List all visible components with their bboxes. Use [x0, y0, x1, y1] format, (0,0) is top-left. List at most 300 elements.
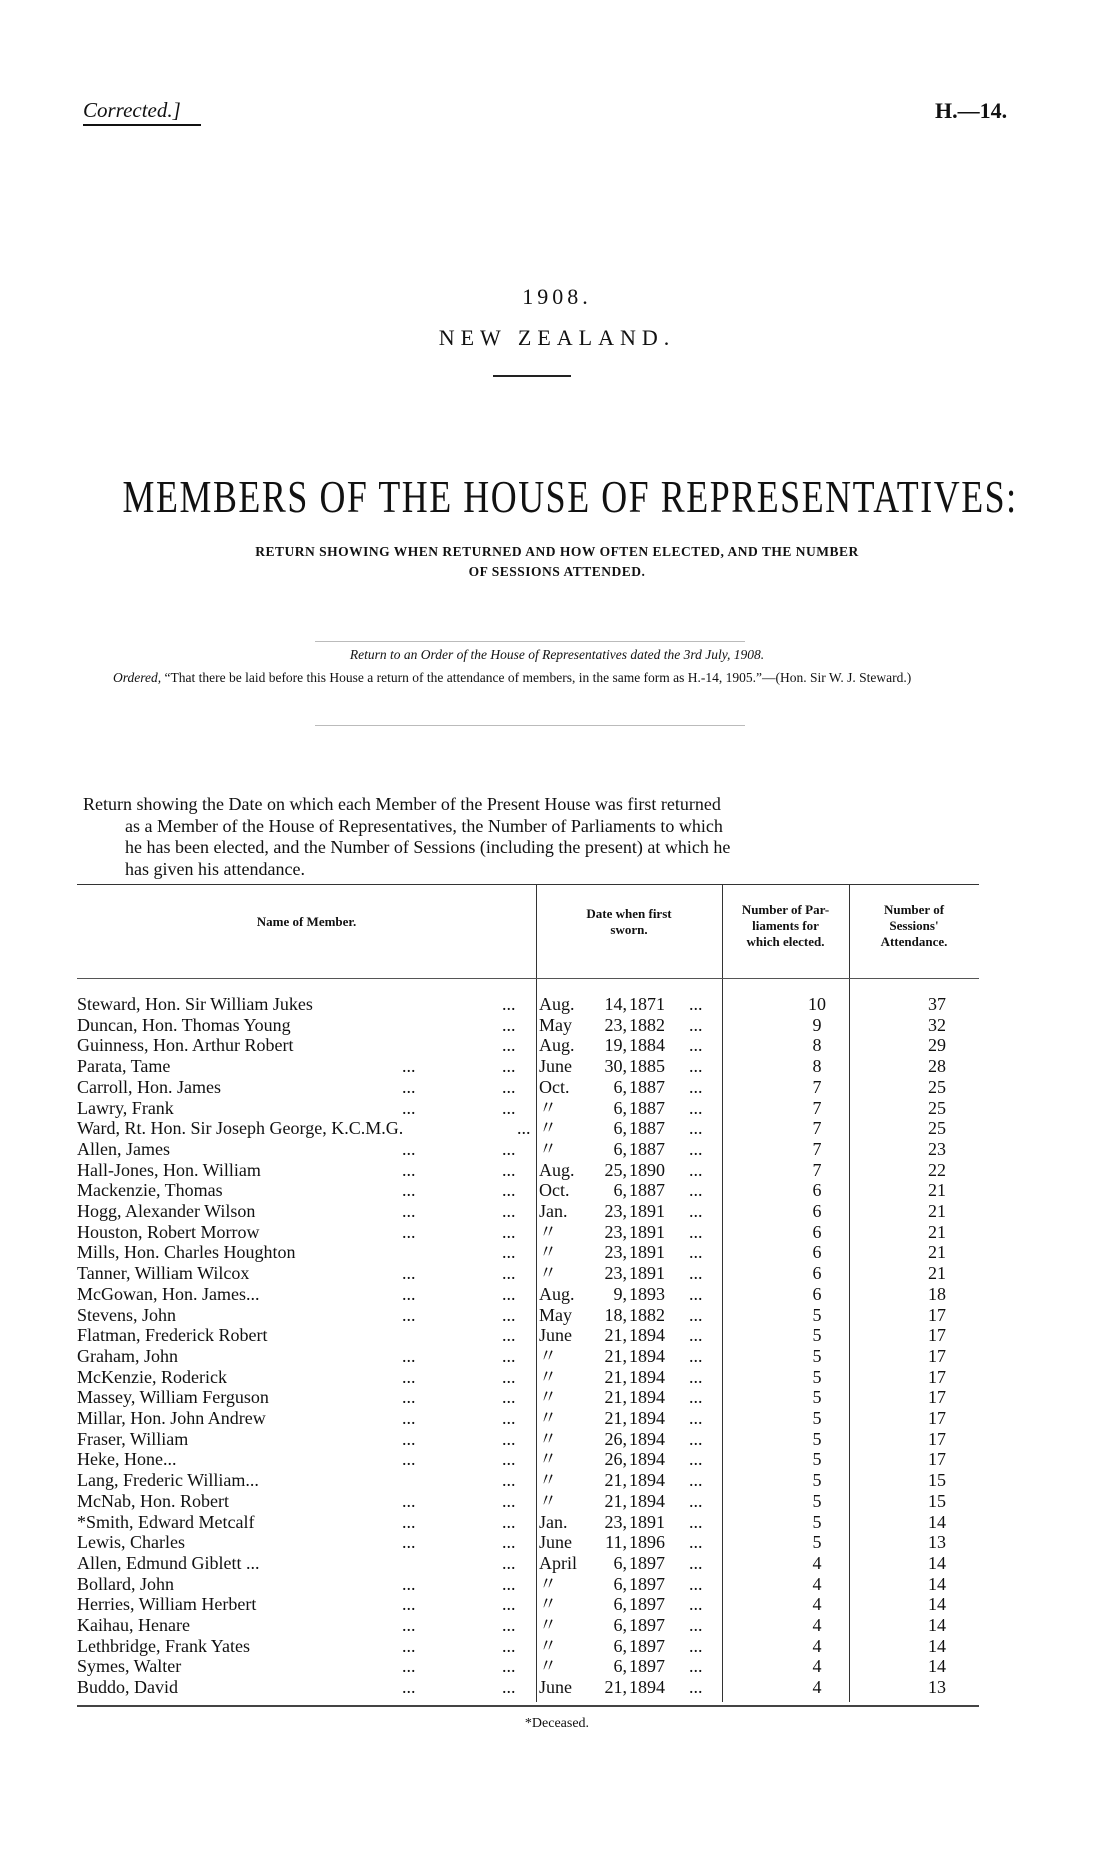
leader-dots: ... — [402, 1594, 416, 1615]
table-row — [77, 1035, 977, 1056]
table-row — [77, 1242, 977, 1263]
leader-dots: ... — [689, 1408, 703, 1428]
leader-dots: ... — [402, 1201, 416, 1221]
leader-dots: ... — [402, 1573, 416, 1594]
leader-dots: ... — [689, 1345, 703, 1366]
sworn-year: 1897 — [629, 1635, 665, 1656]
member-name: Tanner, William Wilcox — [77, 1263, 250, 1284]
sessions-count: 37 — [928, 994, 946, 1014]
member-name: Allen, James — [77, 1138, 170, 1159]
sworn-year: 1894 — [629, 1428, 665, 1449]
table-row — [77, 1532, 977, 1553]
sworn-year: 1894 — [629, 1449, 665, 1470]
sworn-day: 23, — [604, 1511, 627, 1532]
member-name: Heke, Hone... — [77, 1449, 177, 1470]
leader-dots: ... — [402, 1635, 416, 1656]
sworn-day: 23, — [604, 1014, 627, 1035]
parliaments-count: 6 — [812, 1242, 822, 1263]
parliaments-count: 6 — [812, 1180, 822, 1201]
sworn-year: 1891 — [629, 1242, 665, 1263]
leader-dots: ... — [402, 1408, 416, 1428]
parliaments-count: 6 — [812, 1221, 822, 1242]
leader-dots: ... — [402, 1677, 416, 1698]
leader-dots: ... — [402, 1366, 416, 1387]
sworn-year: 1887 — [629, 1180, 665, 1201]
leader-dots: ... — [689, 1387, 703, 1408]
sessions-count: 22 — [928, 1159, 946, 1180]
sworn-day: 6, — [613, 1097, 627, 1118]
leader-dots: ... — [402, 1387, 416, 1408]
sworn-day: 21, — [604, 1387, 627, 1408]
sworn-month: 〃 — [539, 1387, 557, 1408]
leader-dots: ... — [402, 1615, 416, 1635]
sworn-year: 1887 — [629, 1076, 665, 1097]
sworn-month: 〃 — [539, 1449, 557, 1470]
table-row — [77, 1222, 977, 1243]
leader-dots: ... — [689, 1056, 703, 1077]
leader-dots: ... — [689, 1428, 703, 1449]
sessions-count: 21 — [928, 1242, 946, 1263]
parliaments-count: 7 — [812, 1076, 822, 1097]
member-name: Parata, Tame — [77, 1056, 171, 1077]
sworn-year: 1887 — [629, 1097, 665, 1118]
header-parliaments-line-2: liaments for — [752, 918, 819, 933]
sworn-month: Jan. — [539, 1511, 568, 1532]
leader-dots: ... — [502, 1532, 516, 1553]
leader-dots: ... — [689, 994, 703, 1014]
sessions-count: 21 — [928, 1201, 946, 1221]
member-name: Hogg, Alexander Wilson — [77, 1201, 256, 1221]
sworn-year: 1897 — [629, 1656, 665, 1677]
parliaments-count: 10 — [808, 994, 826, 1014]
parliaments-count: 7 — [812, 1118, 822, 1139]
header-sessions-line-1: Number of — [883, 902, 945, 917]
parliaments-count: 4 — [812, 1594, 822, 1615]
sworn-day: 18, — [604, 1304, 627, 1325]
sworn-year: 1894 — [629, 1408, 665, 1428]
header-date — [536, 906, 722, 938]
sworn-year: 1891 — [629, 1201, 665, 1221]
leader-dots: ... — [502, 1366, 516, 1387]
leader-dots: ... — [689, 1552, 703, 1573]
table-row — [77, 1656, 977, 1677]
leader-dots: ... — [502, 1511, 516, 1532]
sessions-count: 25 — [928, 1076, 946, 1097]
member-name: McGowan, Hon. James... — [77, 1283, 260, 1304]
sessions-count: 29 — [928, 1035, 946, 1056]
sworn-year: 1871 — [629, 994, 665, 1014]
sworn-day: 6, — [613, 1615, 627, 1635]
member-name: Lang, Frederic William... — [77, 1470, 259, 1491]
leader-dots: ... — [502, 1594, 516, 1615]
sworn-month: 〃 — [539, 1573, 557, 1594]
leader-dots: ... — [402, 1221, 416, 1242]
sworn-year: 1887 — [629, 1138, 665, 1159]
leader-dots: ... — [502, 1180, 516, 1201]
parliaments-count: 4 — [812, 1615, 822, 1635]
table-row — [77, 1491, 977, 1512]
sworn-day: 6, — [613, 1573, 627, 1594]
table-row — [77, 1636, 977, 1657]
sworn-month: May — [539, 1304, 572, 1325]
table-row — [77, 1615, 977, 1636]
intro-line-2: as a Member of the House of Representatives, the Number of Parliaments to which — [125, 815, 723, 836]
table-row — [77, 1118, 977, 1139]
sworn-day: 6, — [613, 1552, 627, 1573]
leader-dots: ... — [689, 1180, 703, 1201]
leader-dots: ... — [502, 1283, 516, 1304]
sworn-day: 6, — [613, 1594, 627, 1615]
sessions-count: 18 — [928, 1283, 946, 1304]
leader-dots: ... — [402, 1449, 416, 1470]
leader-dots: ... — [689, 1635, 703, 1656]
table-header-rule — [77, 978, 979, 979]
member-name: Lethbridge, Frank Yates — [77, 1635, 250, 1656]
table-row — [77, 1180, 977, 1201]
sworn-day: 26, — [604, 1428, 627, 1449]
sworn-month: 〃 — [539, 1428, 557, 1449]
corrected-underline — [83, 124, 201, 126]
leader-dots: ... — [402, 1656, 416, 1677]
sworn-month: 〃 — [539, 1097, 557, 1118]
leader-dots: ... — [502, 1325, 516, 1346]
header-date-line-2: sworn. — [610, 922, 648, 937]
sworn-day: 21, — [604, 1470, 627, 1491]
sworn-day: 21, — [604, 1325, 627, 1346]
sessions-count: 28 — [928, 1056, 946, 1077]
leader-dots: ... — [402, 1283, 416, 1304]
leader-dots: ... — [689, 1677, 703, 1698]
sworn-month: Oct. — [539, 1076, 570, 1097]
leader-dots: ... — [502, 1573, 516, 1594]
sworn-day: 25, — [604, 1159, 627, 1180]
table-row — [77, 1594, 977, 1615]
sworn-day: 6, — [613, 1180, 627, 1201]
parliaments-count: 4 — [812, 1573, 822, 1594]
sworn-day: 23, — [604, 1201, 627, 1221]
member-name: Lewis, Charles — [77, 1532, 185, 1553]
sworn-day: 30, — [604, 1056, 627, 1077]
leader-dots: ... — [502, 1014, 516, 1035]
sessions-count: 25 — [928, 1118, 946, 1139]
table-row — [77, 1449, 977, 1470]
sessions-count: 32 — [928, 1014, 946, 1035]
table-row — [77, 1098, 977, 1119]
sessions-count: 17 — [928, 1387, 946, 1408]
member-name: Lawry, Frank — [77, 1097, 174, 1118]
header-parliaments — [722, 902, 849, 950]
leader-dots: ... — [502, 1490, 516, 1511]
ordered-text — [83, 668, 983, 688]
member-name: Kaihau, Henare — [77, 1615, 190, 1635]
sessions-count: 15 — [928, 1470, 946, 1491]
sessions-count: 17 — [928, 1304, 946, 1325]
divider — [315, 641, 745, 642]
leader-dots: ... — [502, 1635, 516, 1656]
table-bottom-rule — [77, 1705, 979, 1707]
leader-dots: ... — [502, 1035, 516, 1056]
sessions-count: 17 — [928, 1428, 946, 1449]
sworn-year: 1887 — [629, 1118, 665, 1139]
member-name: Massey, William Ferguson — [77, 1387, 269, 1408]
table-row — [77, 1387, 977, 1408]
sessions-count: 21 — [928, 1221, 946, 1242]
sworn-year: 1894 — [629, 1366, 665, 1387]
table-row — [77, 1160, 977, 1181]
sworn-month: May — [539, 1014, 572, 1035]
sworn-month: June — [539, 1677, 572, 1698]
sworn-month: April — [539, 1552, 577, 1573]
leader-dots: ... — [689, 1532, 703, 1553]
leader-dots: ... — [502, 1677, 516, 1698]
intro-line-1: Return showing the Date on which each Member of the Present House was first returned — [83, 794, 721, 814]
leader-dots: ... — [502, 1242, 516, 1263]
divider — [493, 375, 571, 377]
sworn-year: 1894 — [629, 1345, 665, 1366]
sworn-day: 21, — [604, 1677, 627, 1698]
parliaments-count: 5 — [812, 1387, 822, 1408]
sessions-count: 14 — [928, 1573, 946, 1594]
leader-dots: ... — [502, 1615, 516, 1635]
parliaments-count: 6 — [812, 1201, 822, 1221]
leader-dots: ... — [689, 1490, 703, 1511]
table-row — [77, 1056, 977, 1077]
sworn-year: 1885 — [629, 1056, 665, 1077]
year-heading: 1908. — [522, 284, 592, 309]
sessions-count: 14 — [928, 1656, 946, 1677]
sessions-count: 21 — [928, 1180, 946, 1201]
header-parliaments-line-3: which elected. — [746, 934, 825, 949]
parliaments-count: 4 — [812, 1552, 822, 1573]
header-sessions-line-3: Attendance. — [880, 934, 948, 949]
leader-dots: ... — [402, 1263, 416, 1284]
leader-dots: ... — [502, 1345, 516, 1366]
leader-dots: ... — [502, 1201, 516, 1221]
parliaments-count: 5 — [812, 1304, 822, 1325]
member-name: Mackenzie, Thomas — [77, 1180, 223, 1201]
header-parliaments-line-1: Number of Par- — [741, 902, 830, 917]
member-name: Flatman, Frederick Robert — [77, 1325, 268, 1346]
member-name: Herries, William Herbert — [77, 1594, 257, 1615]
parliaments-count: 5 — [812, 1428, 822, 1449]
leader-dots: ... — [402, 1076, 416, 1097]
sworn-year: 1897 — [629, 1573, 665, 1594]
member-name: Bollard, John — [77, 1573, 174, 1594]
sworn-month: June — [539, 1532, 572, 1553]
leader-dots: ... — [689, 1035, 703, 1056]
leader-dots: ... — [502, 1056, 516, 1077]
leader-dots: ... — [689, 1470, 703, 1491]
sworn-month: 〃 — [539, 1366, 557, 1387]
leader-dots: ... — [502, 1470, 516, 1491]
ordered-body: “That there be laid before this House a return of the attendance of members, in the same form as H.-14, 1905.”—(Hon. Sir W. J. Steward.) — [164, 670, 912, 685]
leader-dots: ... — [502, 1076, 516, 1097]
sessions-count: 14 — [928, 1635, 946, 1656]
parliaments-count: 8 — [812, 1056, 822, 1077]
member-name: Graham, John — [77, 1345, 178, 1366]
table-row — [77, 1263, 977, 1284]
sessions-count: 14 — [928, 1511, 946, 1532]
parliaments-count: 4 — [812, 1677, 822, 1698]
sworn-day: 21, — [604, 1490, 627, 1511]
table-row — [77, 1470, 977, 1491]
parliaments-count: 4 — [812, 1635, 822, 1656]
leader-dots: ... — [689, 1221, 703, 1242]
intro-paragraph — [83, 794, 979, 880]
sessions-count: 23 — [928, 1138, 946, 1159]
leader-dots: ... — [689, 1511, 703, 1532]
sessions-count: 21 — [928, 1263, 946, 1284]
sworn-month: 〃 — [539, 1118, 557, 1139]
parliaments-count: 5 — [812, 1325, 822, 1346]
sworn-year: 1882 — [629, 1014, 665, 1035]
sessions-count: 14 — [928, 1615, 946, 1635]
parliaments-count: 5 — [812, 1449, 822, 1470]
sworn-day: 23, — [604, 1242, 627, 1263]
sworn-day: 23, — [604, 1221, 627, 1242]
parliaments-count: 7 — [812, 1097, 822, 1118]
sessions-count: 14 — [928, 1594, 946, 1615]
parliaments-count: 9 — [812, 1014, 822, 1035]
parliaments-count: 8 — [812, 1035, 822, 1056]
leader-dots: ... — [502, 1449, 516, 1470]
leader-dots: ... — [502, 1408, 516, 1428]
leader-dots: ... — [689, 1594, 703, 1615]
sworn-year: 1897 — [629, 1594, 665, 1615]
member-name: McNab, Hon. Robert — [77, 1490, 229, 1511]
leader-dots: ... — [689, 1118, 703, 1139]
member-name: Carroll, Hon. James — [77, 1076, 221, 1097]
order-line: Return to an Order of the House of Representatives dated the 3rd July, 1908. — [349, 647, 765, 662]
sworn-month: 〃 — [539, 1615, 557, 1635]
sworn-day: 9, — [613, 1283, 627, 1304]
sworn-month: Aug. — [539, 1159, 575, 1180]
sessions-count: 15 — [928, 1490, 946, 1511]
sessions-count: 25 — [928, 1097, 946, 1118]
leader-dots: ... — [402, 1428, 416, 1449]
leader-dots: ... — [502, 1263, 516, 1284]
member-name: Buddo, David — [77, 1677, 178, 1698]
member-name: Symes, Walter — [77, 1656, 182, 1677]
parliaments-count: 5 — [812, 1345, 822, 1366]
document-number: H.—14. — [935, 98, 1008, 123]
sworn-year: 1897 — [629, 1552, 665, 1573]
leader-dots: ... — [502, 1097, 516, 1118]
sworn-day: 6, — [613, 1635, 627, 1656]
sessions-count: 14 — [928, 1552, 946, 1573]
parliaments-count: 5 — [812, 1490, 822, 1511]
sworn-day: 19, — [604, 1035, 627, 1056]
sworn-day: 14, — [604, 994, 627, 1014]
intro-line-3: he has been elected, and the Number of Sessions (including the present) at which he — [125, 837, 731, 857]
sworn-day: 21, — [604, 1345, 627, 1366]
sworn-month: 〃 — [539, 1470, 557, 1491]
leader-dots: ... — [402, 1097, 416, 1118]
leader-dots: ... — [502, 1159, 516, 1180]
table-row — [77, 1677, 977, 1698]
sworn-day: 21, — [604, 1408, 627, 1428]
sworn-month: 〃 — [539, 1656, 557, 1677]
member-name: Ward, Rt. Hon. Sir Joseph George, K.C.M.G. — [77, 1118, 404, 1139]
table-row — [77, 1201, 977, 1222]
sworn-year: 1884 — [629, 1035, 665, 1056]
leader-dots: ... — [402, 1159, 416, 1180]
leader-dots: ... — [402, 1180, 416, 1201]
sworn-month: 〃 — [539, 1263, 557, 1284]
member-name: Millar, Hon. John Andrew — [77, 1408, 266, 1428]
subtitle — [100, 542, 1014, 582]
sessions-count: 13 — [928, 1677, 946, 1698]
member-name: Hall-Jones, Hon. William — [77, 1159, 261, 1180]
leader-dots: ... — [689, 1138, 703, 1159]
leader-dots: ... — [502, 1656, 516, 1677]
parliaments-count: 4 — [812, 1656, 822, 1677]
sworn-month: 〃 — [539, 1408, 557, 1428]
leader-dots: ... — [689, 1014, 703, 1035]
table-row — [77, 1325, 977, 1346]
member-name: Steward, Hon. Sir William Jukes — [77, 994, 313, 1014]
leader-dots: ... — [689, 1263, 703, 1284]
ordered-label: Ordered, — [113, 670, 162, 685]
parliaments-count: 5 — [812, 1366, 822, 1387]
sworn-year: 1897 — [629, 1615, 665, 1635]
leader-dots: ... — [517, 1118, 531, 1139]
subtitle-line-2: OF SESSIONS ATTENDED. — [468, 564, 646, 579]
sessions-count: 17 — [928, 1325, 946, 1346]
subtitle-line-1: RETURN SHOWING WHEN RETURNED AND HOW OFTEN ELECTED, AND THE NUMBER — [255, 544, 859, 559]
footnote: *Deceased. — [524, 1716, 590, 1731]
member-name: Allen, Edmund Giblett ... — [77, 1552, 260, 1573]
member-name: McKenzie, Roderick — [77, 1366, 227, 1387]
sworn-month: 〃 — [539, 1242, 557, 1263]
sworn-month: June — [539, 1056, 572, 1077]
leader-dots: ... — [689, 1449, 703, 1470]
sworn-month: Aug. — [539, 1283, 575, 1304]
parliaments-count: 6 — [812, 1263, 822, 1284]
sworn-year: 1894 — [629, 1387, 665, 1408]
intro-line-4: has given his attendance. — [125, 858, 305, 879]
table-row — [77, 1346, 977, 1367]
leader-dots: ... — [502, 1304, 516, 1325]
sworn-year: 1890 — [629, 1159, 665, 1180]
parliaments-count: 5 — [812, 1470, 822, 1491]
sworn-month: 〃 — [539, 1138, 557, 1159]
sworn-day: 6, — [613, 1118, 627, 1139]
table-row — [77, 1284, 977, 1305]
sworn-year: 1894 — [629, 1490, 665, 1511]
divider — [315, 725, 745, 726]
table-row — [77, 1553, 977, 1574]
member-name: *Smith, Edward Metcalf — [77, 1511, 255, 1532]
table-row — [77, 1574, 977, 1595]
sworn-month: June — [539, 1325, 572, 1346]
table-row — [77, 1429, 977, 1450]
sessions-count: 17 — [928, 1408, 946, 1428]
member-name: Stevens, John — [77, 1304, 176, 1325]
header-sessions-line-2: Sessions' — [889, 918, 939, 933]
leader-dots: ... — [402, 1532, 416, 1553]
leader-dots: ... — [689, 1097, 703, 1118]
header-date-line-1: Date when first — [586, 906, 672, 921]
sworn-month: Aug. — [539, 994, 575, 1014]
sworn-year: 1894 — [629, 1325, 665, 1346]
parliaments-count: 7 — [812, 1138, 822, 1159]
leader-dots: ... — [689, 1325, 703, 1346]
page-title: MEMBERS OF THE HOUSE OF REPRESENTATIVES: — [122, 471, 1018, 522]
table-row — [77, 1512, 977, 1533]
leader-dots: ... — [689, 1283, 703, 1304]
sworn-year: 1891 — [629, 1263, 665, 1284]
